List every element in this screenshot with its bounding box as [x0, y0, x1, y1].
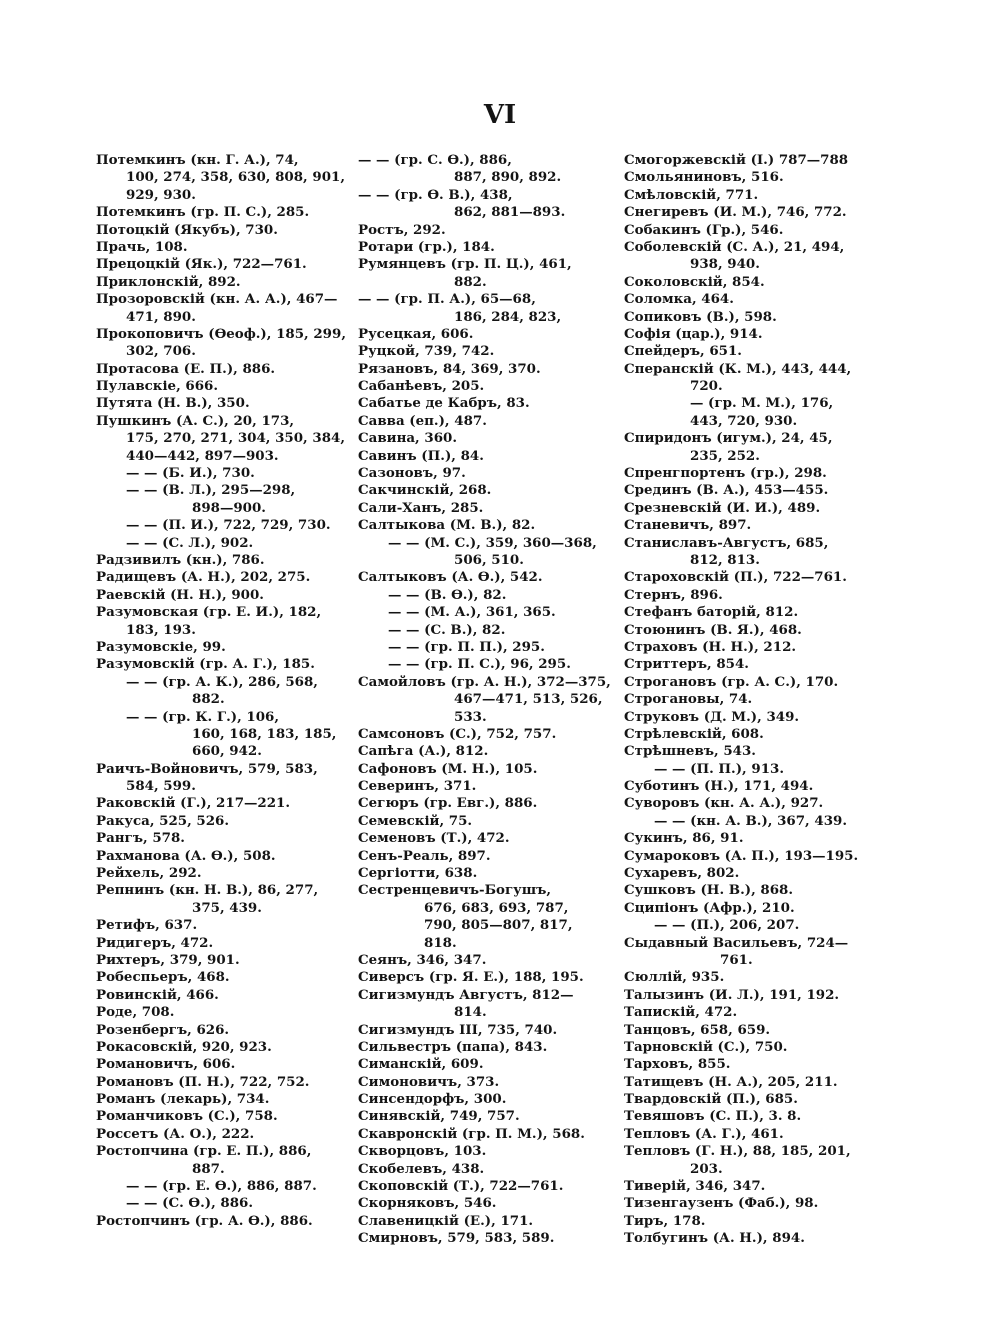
index-line: Тевяшовъ (С. П.), 3. 8. — [624, 1108, 802, 1125]
index-line: 938, 940. — [690, 256, 760, 273]
index-line: Руцкой, 739, 742. — [358, 343, 495, 360]
index-line: Танцовъ, 658, 659. — [624, 1021, 771, 1038]
index-line: Скворцовъ, 103. — [358, 1143, 487, 1160]
index-line: 440—442, 897—903. — [126, 447, 279, 464]
index-line: 160, 168, 183, 185, — [192, 725, 337, 742]
index-line: Ровинскій, 466. — [96, 986, 219, 1003]
index-line: 812, 813. — [690, 551, 760, 568]
index-line: Савина, 360. — [358, 430, 457, 447]
index-line: Ракуса, 525, 526. — [96, 812, 230, 829]
index-line: Ротари (гр.), 184. — [358, 238, 495, 255]
index-line: Сципіонъ (Афр.), 210. — [624, 899, 795, 916]
index-line: Сапѣга (А.), 812. — [358, 743, 489, 760]
index-line: 584, 599. — [126, 778, 196, 795]
index-line: Тарховъ, 855. — [624, 1056, 731, 1073]
index-line: — — (В. Ө.), 82. — [388, 586, 507, 603]
index-line: 443, 720, 930. — [690, 412, 798, 429]
index-line: Ростопчинъ (гр. А. Ө.), 886. — [96, 1212, 313, 1229]
index-line: Потемкинъ (кн. Г. А.), 74, — [96, 152, 299, 168]
index-line: Сабатье де Кабръ, 83. — [358, 395, 530, 412]
index-line: 235, 252. — [690, 447, 760, 464]
index-line: Савинъ (П.), 84. — [358, 447, 484, 464]
index-line: 887. — [192, 1160, 225, 1177]
index-line: Синсендорфъ, 300. — [358, 1091, 507, 1108]
index-line: Ростопчина (гр. Е. П.), 886, — [96, 1143, 312, 1160]
index-line: Тарновскій (С.), 750. — [624, 1038, 788, 1055]
index-column-1 — [96, 152, 352, 1230]
index-line: Тепловъ (Г. Н.), 88, 185, 201, — [624, 1143, 851, 1160]
index-line: 183, 193. — [126, 621, 196, 638]
index-line: — — (С. В.), 82. — [388, 621, 506, 638]
index-line: Станевичъ, 897. — [624, 517, 752, 534]
index-line: 862, 881—893. — [454, 204, 566, 221]
index-line: Сали-Ханъ, 285. — [358, 499, 484, 516]
index-line: Сестренцевичъ-Богушъ, — [358, 882, 552, 899]
index-line: 100, 274, 358, 630, 808, 901, — [126, 169, 345, 186]
index-line: 814. — [454, 1004, 487, 1021]
index-line: Прецоцкій (Як.), 722—761. — [96, 256, 307, 273]
index-line: Сигизмундъ III, 735, 740. — [358, 1021, 558, 1038]
index-line: Софія (цар.), 914. — [624, 325, 763, 342]
index-line: Стефанъ баторій, 812. — [624, 604, 799, 621]
index-line: Сенъ-Реаль, 897. — [358, 847, 491, 864]
index-line: 790, 805—807, 817, — [424, 917, 573, 934]
index-line: Сиверсъ (гр. Я. Е.), 188, 195. — [358, 969, 584, 986]
index-line: Стоюнинъ (В. Я.), 468. — [624, 621, 802, 638]
index-line: Романчиковъ (С.), 758. — [96, 1108, 278, 1125]
index-line: Сергіотти, 638. — [358, 865, 478, 882]
index-line: Соломка, 464. — [624, 291, 734, 308]
index-line: — — (гр. С. Ө.), 886, — [358, 152, 512, 168]
index-line: — — (М. С.), 359, 360—368, — [388, 534, 597, 551]
index-line: Славеницкій (Е.), 171. — [358, 1212, 534, 1229]
index-line: Радзивилъ (кн.), 786. — [96, 551, 265, 568]
index-line: Сакчинскій, 268. — [358, 482, 492, 499]
index-line: Сабанѣевъ, 205. — [358, 378, 485, 395]
index-line: Тиверій, 346, 347. — [624, 1178, 766, 1195]
index-line: Сперанскій (К. М.), 443, 444, — [624, 360, 852, 377]
index-line: — — (Б. И.), 730. — [126, 465, 255, 482]
index-line: Раичъ-Войновичъ, 579, 583, — [96, 760, 318, 777]
index-line: Тепловъ (А. Г.), 461. — [624, 1125, 784, 1142]
index-line: Северинъ, 371. — [358, 778, 477, 795]
index-line: Сюллій, 935. — [624, 969, 725, 986]
index-line: Разумовскій (гр. А. Г.), 185. — [96, 656, 315, 673]
index-line: Смирновъ, 579, 583, 589. — [358, 1230, 555, 1247]
index-line: Сильвестръ (папа), 843. — [358, 1038, 548, 1055]
index-line: Собакинъ (Гр.), 546. — [624, 221, 784, 238]
page-number: VI — [483, 100, 517, 130]
index-line: 175, 270, 271, 304, 350, 384, — [126, 430, 345, 447]
index-line: Приклонскій, 892. — [96, 273, 241, 290]
index-line: Рязановъ, 84, 369, 370. — [358, 360, 541, 377]
index-line: 660, 942. — [192, 743, 262, 760]
index-line: Романовъ (П. Н.), 722, 752. — [96, 1073, 310, 1090]
index-column-2 — [358, 152, 614, 1248]
index-line: — — (гр. П. А.), 65—68, — [358, 291, 536, 308]
index-line: Сушковъ (Н. В.), 868. — [624, 882, 794, 899]
index-line: — — (гр. Ө. В.), 438, — [358, 186, 513, 203]
index-line: Робеспьеръ, 468. — [96, 969, 230, 986]
index-line: Сигизмундъ Августъ, 812— — [358, 986, 574, 1003]
index-line: Салтыковъ (А. Ө.), 542. — [358, 569, 543, 586]
index-line: Сеянъ, 346, 347. — [358, 951, 487, 968]
index-line: 898—900. — [192, 499, 266, 516]
index-line: Салтыкова (М. В.), 82. — [358, 517, 536, 534]
index-line: 676, 683, 693, 787, — [424, 899, 569, 916]
index-line: Сегюръ (гр. Евг.), 886. — [358, 795, 538, 812]
index-line: 929, 930. — [126, 186, 196, 203]
index-line: Тиръ, 178. — [624, 1212, 706, 1229]
index-line: Стрѣшневъ, 543. — [624, 743, 756, 760]
index-line: — — (В. Л.), 295—298, — [126, 482, 296, 499]
index-line: Пушкинъ (А. С.), 20, 173, — [96, 412, 295, 429]
index-line: Стриттеръ, 854. — [624, 656, 749, 673]
index-line: Сопиковъ (В.), 598. — [624, 308, 777, 325]
index-line: Протасова (Е. П.), 886. — [96, 360, 276, 377]
index-line: Смогоржевскій (I.) 787—788 — [624, 152, 849, 168]
index-line: Путята (Н. В.), 350. — [96, 395, 250, 412]
index-line: Самойловъ (гр. А. Н.), 372—375, — [358, 673, 611, 690]
index-line: Рахманова (А. Ө.), 508. — [96, 847, 276, 864]
index-line: Рокасовскій, 920, 923. — [96, 1038, 272, 1055]
index-line: — — (С. Л.), 902. — [126, 534, 254, 551]
index-line: Рейхель, 292. — [96, 865, 202, 882]
index-line: Стернъ, 896. — [624, 586, 723, 603]
index-line: Стрѣлевскій, 608. — [624, 725, 764, 742]
index-line: Срединъ (В. А.), 453—455. — [624, 482, 829, 499]
index-line: Строгановъ (гр. А. С.), 170. — [624, 673, 839, 690]
index-line: — — (М. А.), 361, 365. — [388, 604, 556, 621]
index-line: 203. — [690, 1160, 723, 1177]
index-line: Радищевъ (А. Н.), 202, 275. — [96, 569, 311, 586]
index-line: Толбугинъ (А. Н.), 894. — [624, 1230, 805, 1247]
index-line: — (гр. М. М.), 176, — [690, 395, 834, 412]
index-line: Раковскій (Г.), 217—221. — [96, 795, 291, 812]
index-line: Спренгпортенъ (гр.), 298. — [624, 465, 827, 482]
index-line: Роде, 708. — [96, 1004, 175, 1021]
index-line: Ридигеръ, 472. — [96, 934, 214, 951]
index-line: Румянцевъ (гр. П. Ц.), 461, — [358, 256, 572, 273]
index-line: — — (кн. А. В.), 367, 439. — [654, 812, 847, 829]
index-line: Спиридонъ (игум.), 24, 45, — [624, 430, 833, 447]
index-line: Смѣловскій, 771. — [624, 186, 759, 203]
index-line: Раевскій (Н. Н.), 900. — [96, 586, 264, 603]
index-line: Сукинъ, 86, 91. — [624, 830, 744, 847]
index-line: Соболевскій (С. А.), 21, 494, — [624, 238, 845, 255]
index-line: Сафоновъ (М. Н.), 105. — [358, 760, 538, 777]
index-line: Страховъ (Н. Н.), 212. — [624, 638, 797, 655]
index-line: 882. — [454, 273, 487, 290]
index-line: 375, 439. — [192, 899, 262, 916]
index-line: Снегиревъ (И. М.), 746, 772. — [624, 204, 847, 221]
index-line: Прозоровскій (кн. А. А.), 467— — [96, 291, 338, 308]
index-line: Соколовскій, 854. — [624, 273, 765, 290]
index-line: Сазоновъ, 97. — [358, 465, 466, 482]
index-line: Симанскій, 609. — [358, 1056, 484, 1073]
index-line: — — (гр. Е. Ө.), 886, 887. — [126, 1178, 317, 1195]
index-column-3 — [624, 152, 886, 1248]
index-line: Спейдеръ, 651. — [624, 343, 742, 360]
index-line: Семевскій, 75. — [358, 812, 473, 829]
index-line: Розенбергъ, 626. — [96, 1021, 230, 1038]
index-line: Рангъ, 578. — [96, 830, 185, 847]
index-line: Ретифъ, 637. — [96, 917, 198, 934]
index-line: Сыдавный Васильевъ, 724— — [624, 934, 849, 951]
index-line: Скоповскій (Т.), 722—761. — [358, 1178, 564, 1195]
index-line: Потоцкій (Якубъ), 730. — [96, 221, 278, 238]
index-line: Синявскій, 749, 757. — [358, 1108, 520, 1125]
index-line: Тизенгаузенъ (Фаб.), 98. — [624, 1195, 819, 1212]
index-line: 467—471, 513, 526, — [454, 691, 603, 708]
index-line: Сухаревъ, 802. — [624, 865, 740, 882]
index-line: Романовичъ, 606. — [96, 1056, 236, 1073]
index-line: Суботинъ (Н.), 171, 494. — [624, 778, 814, 795]
index-line: Струковъ (Д. М.), 349. — [624, 708, 800, 725]
index-line: — — (гр. П. П.), 295. — [388, 638, 545, 655]
index-line: — — (П.), 206, 207. — [654, 917, 800, 934]
index-line: Ростъ, 292. — [358, 221, 446, 238]
index-line: — — (С. Ө.), 886. — [126, 1195, 254, 1212]
index-line: Староховскій (П.), 722—761. — [624, 569, 847, 586]
index-line: Рихтеръ, 379, 901. — [96, 951, 240, 968]
index-line: Скавронскій (гр. П. М.), 568. — [358, 1125, 585, 1142]
index-line: Савва (еп.), 487. — [358, 412, 487, 429]
index-line: 471, 890. — [126, 308, 196, 325]
index-line: Россетъ (А. О.), 222. — [96, 1125, 255, 1142]
index-line: 302, 706. — [126, 343, 196, 360]
index-line: Суворовъ (кн. А. А.), 927. — [624, 795, 824, 812]
index-line: — — (гр. К. Г.), 106, — [126, 708, 280, 725]
index-line: Романъ (лекарь), 734. — [96, 1091, 270, 1108]
index-line: Сумароковъ (А. П.), 193—195. — [624, 847, 859, 864]
index-line: Строгановы, 74. — [624, 691, 753, 708]
index-line: Татищевъ (Н. А.), 205, 211. — [624, 1073, 838, 1090]
index-line: 720. — [690, 378, 723, 395]
index-line: 882. — [192, 691, 225, 708]
index-line: Пулавскіе, 666. — [96, 378, 219, 395]
index-line: 506, 510. — [454, 551, 524, 568]
index-line: — — (гр. А. К.), 286, 568, — [126, 673, 318, 690]
index-line: Срезневскій (И. И.), 489. — [624, 499, 821, 516]
index-line: 761. — [720, 951, 753, 968]
index-line: Станиславъ-Августъ, 685, — [624, 534, 829, 551]
index-line: Самсоновъ (С.), 752, 757. — [358, 725, 557, 742]
index-line: — — (гр. П. С.), 96, 295. — [388, 656, 571, 673]
index-line: Симоновичъ, 373. — [358, 1073, 500, 1090]
index-line: — — (П. П.), 913. — [654, 760, 784, 777]
index-line: Тапискій, 472. — [624, 1004, 738, 1021]
index-line: Разумовская (гр. Е. И.), 182, — [96, 604, 322, 621]
index-line: Репнинъ (кн. Н. В.), 86, 277, — [96, 882, 319, 899]
index-line: 818. — [424, 934, 457, 951]
index-line: Потемкинъ (гр. П. С.), 285. — [96, 204, 310, 221]
index-line: Смольяниновъ, 516. — [624, 169, 784, 186]
index-line: Скорняковъ, 546. — [358, 1195, 497, 1212]
index-line: 533. — [454, 708, 487, 725]
index-line: 186, 284, 823, — [454, 308, 562, 325]
index-line: 887, 890, 892. — [454, 169, 562, 186]
index-line: Русецкая, 606. — [358, 325, 474, 342]
index-line: Талызинъ (И. Л.), 191, 192. — [624, 986, 840, 1003]
index-line: Скобелевъ, 438. — [358, 1160, 485, 1177]
index-line: Твардовскій (П.), 685. — [624, 1091, 798, 1108]
index-line: Прокоповичъ (Өеоф.), 185, 299, — [96, 325, 346, 342]
index-line: Семеновъ (Т.), 472. — [358, 830, 510, 847]
index-line: Разумовскіе, 99. — [96, 638, 226, 655]
index-line: Прачь, 108. — [96, 238, 188, 255]
index-line: — — (П. И.), 722, 729, 730. — [126, 517, 331, 534]
